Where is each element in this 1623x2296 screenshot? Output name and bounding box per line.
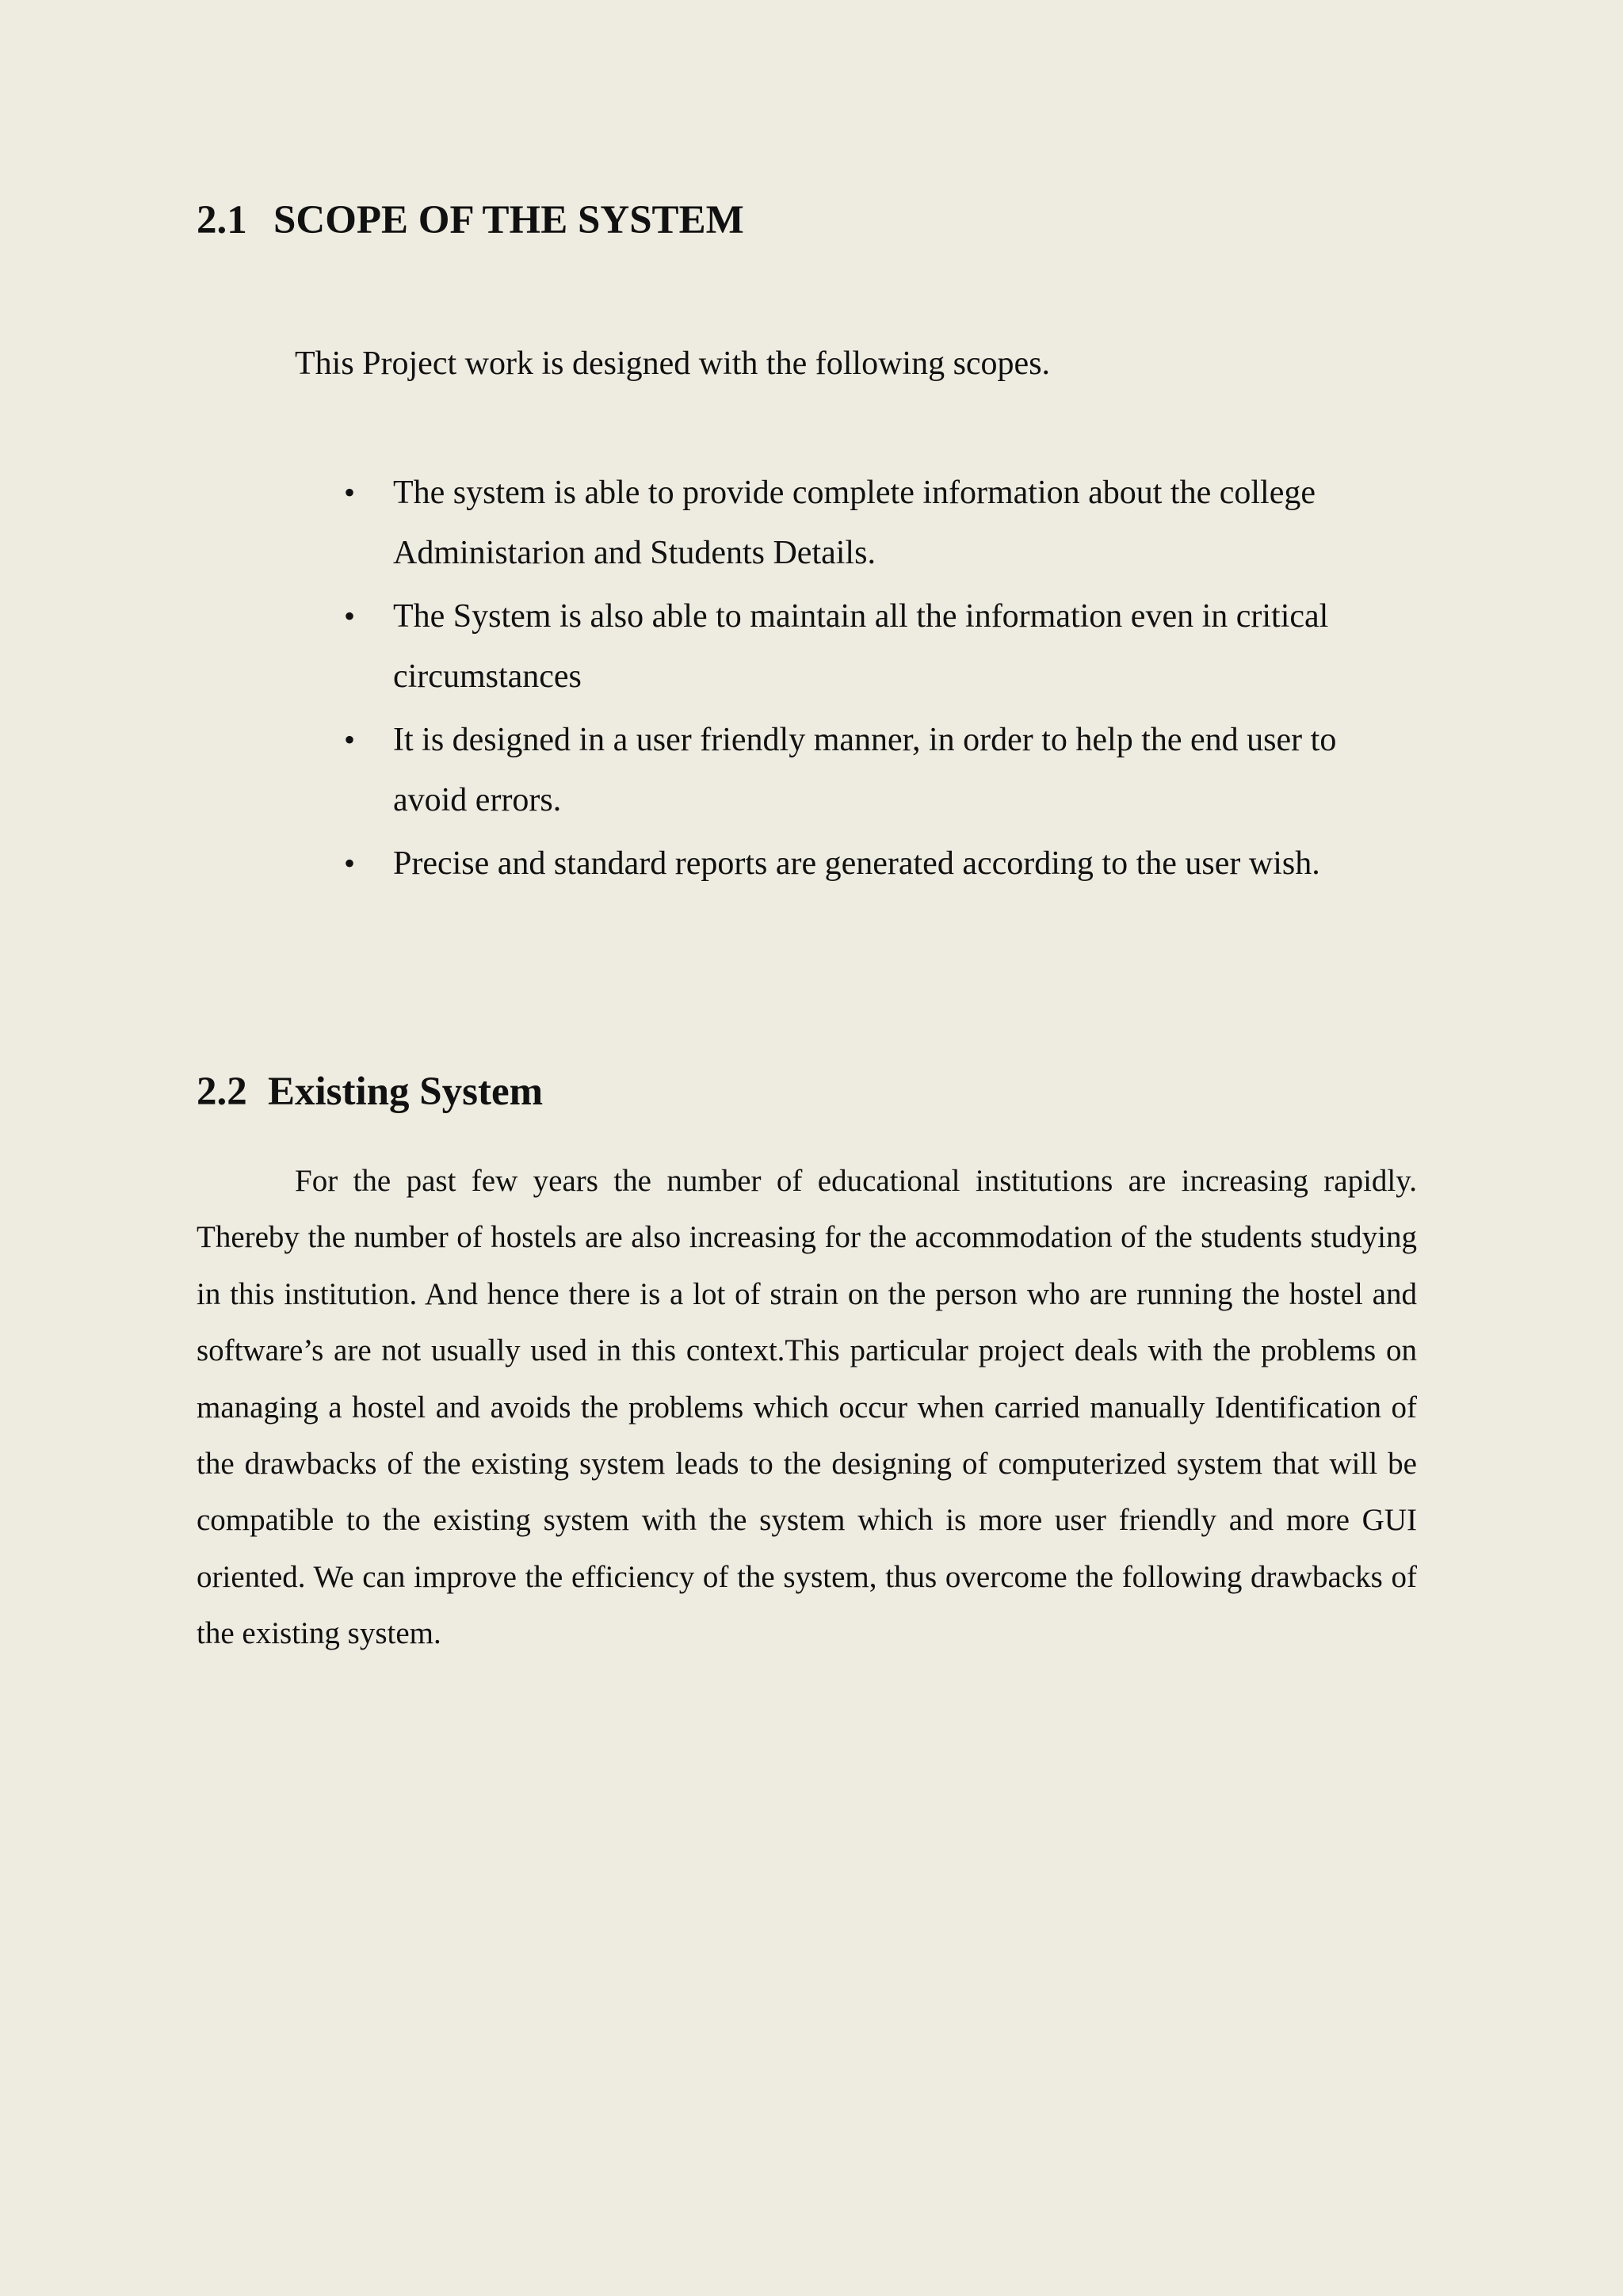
scope-list-item — [341, 463, 1411, 583]
scope-list-item — [341, 833, 1411, 894]
scope-list-item — [341, 710, 1411, 830]
section-number: 2.2 — [197, 1070, 247, 1114]
section-heading-scope — [197, 196, 744, 245]
scope-item-text: It is designed in a user friendly manner, in order to help the end user to avoid errors. — [393, 722, 1337, 818]
bullet-icon: • — [344, 845, 356, 881]
scope-intro-text: This Project work is designed with the following scopes. — [295, 345, 1051, 382]
scope-item-text: Precise and standard reports are generated according to the user wish. — [393, 845, 1320, 882]
section-title: Existing System — [268, 1070, 544, 1114]
scope-bullet-list — [341, 463, 1411, 897]
bullet-icon: • — [344, 598, 356, 634]
section-heading-existing-system — [197, 1068, 543, 1116]
section-title: SCOPE OF THE SYSTEM — [273, 198, 744, 242]
section-number: 2.1 — [197, 198, 247, 242]
scope-list-item — [341, 586, 1411, 707]
scope-item-text: The System is also able to maintain all the information even in critical circumstances — [393, 598, 1329, 695]
bullet-icon: • — [344, 722, 356, 757]
bullet-icon: • — [344, 475, 356, 510]
existing-system-paragraph: For the past few years the number of educational institutions are increasing rapidly. Thereby the number of hostels are also increasing for the accommodation of the students studying in this institution. And hence there is a lot of strain on the person who are running the hostel and software’s are not usually used in this context.This particular project deals with the problems on managing a hostel and avoids the problems which occur when carried manually Identification of the drawbacks of the existing system leads to the designing of computerized system that will be compatible to the existing system with the system which is more user friendly and more GUI oriented. We can improve the efficiency of the system, thus overcome the following drawbacks of the existing system. — [197, 1164, 1417, 1651]
scope-item-text: The system is able to provide complete information about the college Administarion and Students Details. — [393, 475, 1316, 571]
